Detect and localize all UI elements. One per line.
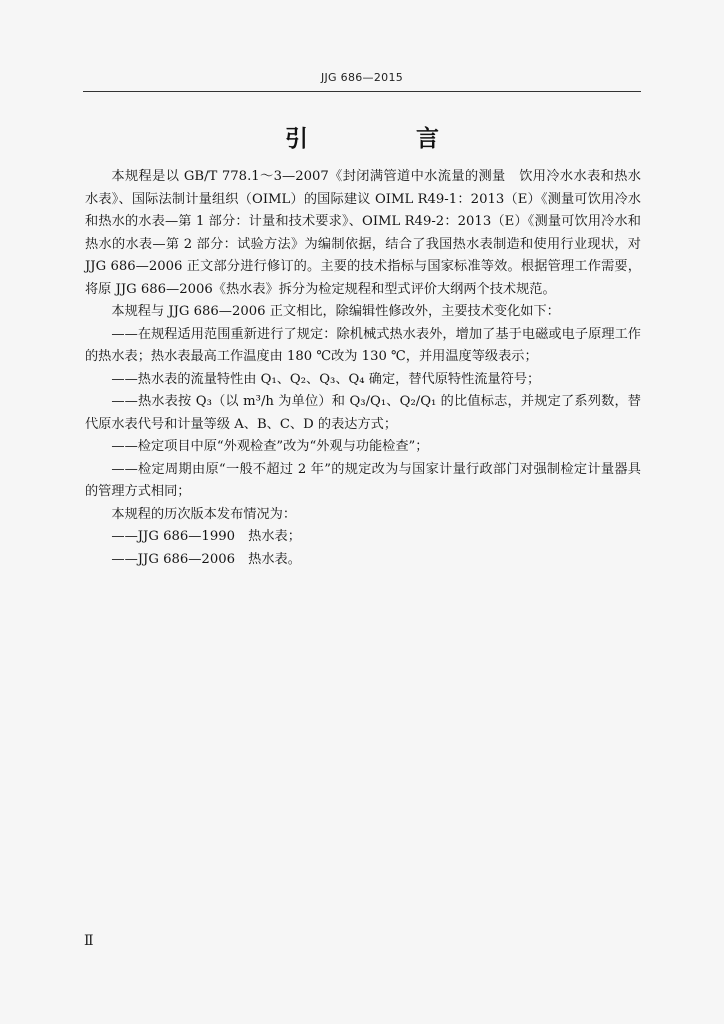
page-number: Ⅱ [84, 933, 94, 949]
paragraph-history-intro: 本规程的历次版本发布情况为： [111, 506, 297, 522]
paragraph-change-inspection: ——检定项目中原“外观检查”改为“外观与功能检查”； [111, 439, 429, 454]
body-text [85, 166, 641, 571]
page-title: 引 言 [284, 125, 489, 152]
paragraph-basis: 本规程是以 GB/T 778.1～3—2007《封闭满管道中水流量的测量 饮用冷水水表和热水水表》、国际法制计量组织（OIML）的国际建议 OIML R49-1：2013（E）《测量可饮用冷水和热水的水表—第 1 部分：计量和技术要求》、OIML R49-2：2013（E）《测量可饮用冷水和热水的水表—第 2 部分：试验方法》为编制依据，结合了我国热水表制造和使用行业现状，对 JJG 686—2006 正文部分进行修订的。主要的技术指标与国家标准等效。根据管理工作需要，将原 JJG 686—2006《热水表》拆分为检定规程和型式评价大纲两个技术规范。 [85, 169, 641, 297]
paragraph-history-1990: ——JJG 686—1990 热水表； [111, 529, 301, 544]
paragraph-changes-intro: 本规程与 JJG 686—2006 正文相比，除编辑性修改外，主要技术变化如下： [111, 304, 560, 319]
paragraph-change-marking: ——热水表按 Q₃（以 m³/h 为单位）和 Q₃/Q₁、Q₂/Q₁ 的比值标志，并规定了系列数，替代原水表代号和计量等级 A、B、C、D 的表达方式； [85, 394, 641, 432]
paragraph-change-scope: ——在规程适用范围重新进行了规定：除机械式热水表外，增加了基于电磁或电子原理工作的热水表；热水表最高工作温度由 180 ℃改为 130 ℃，并用温度等级表示； [85, 326, 641, 364]
running-header: JJG 686—2015 [320, 71, 404, 84]
paragraph-change-period: ——检定周期由原“一般不超过 2 年”的规定改为与国家计量行政部门对强制检定计量器具的管理方式相同； [85, 461, 641, 499]
header-rule [83, 91, 641, 92]
paragraph-change-flow: ——热水表的流量特性由 Q₁、Q₂、Q₃、Q₄ 确定，替代原特性流量符号； [111, 371, 541, 387]
paragraph-history-2006: ——JJG 686—2006 热水表。 [111, 551, 301, 567]
